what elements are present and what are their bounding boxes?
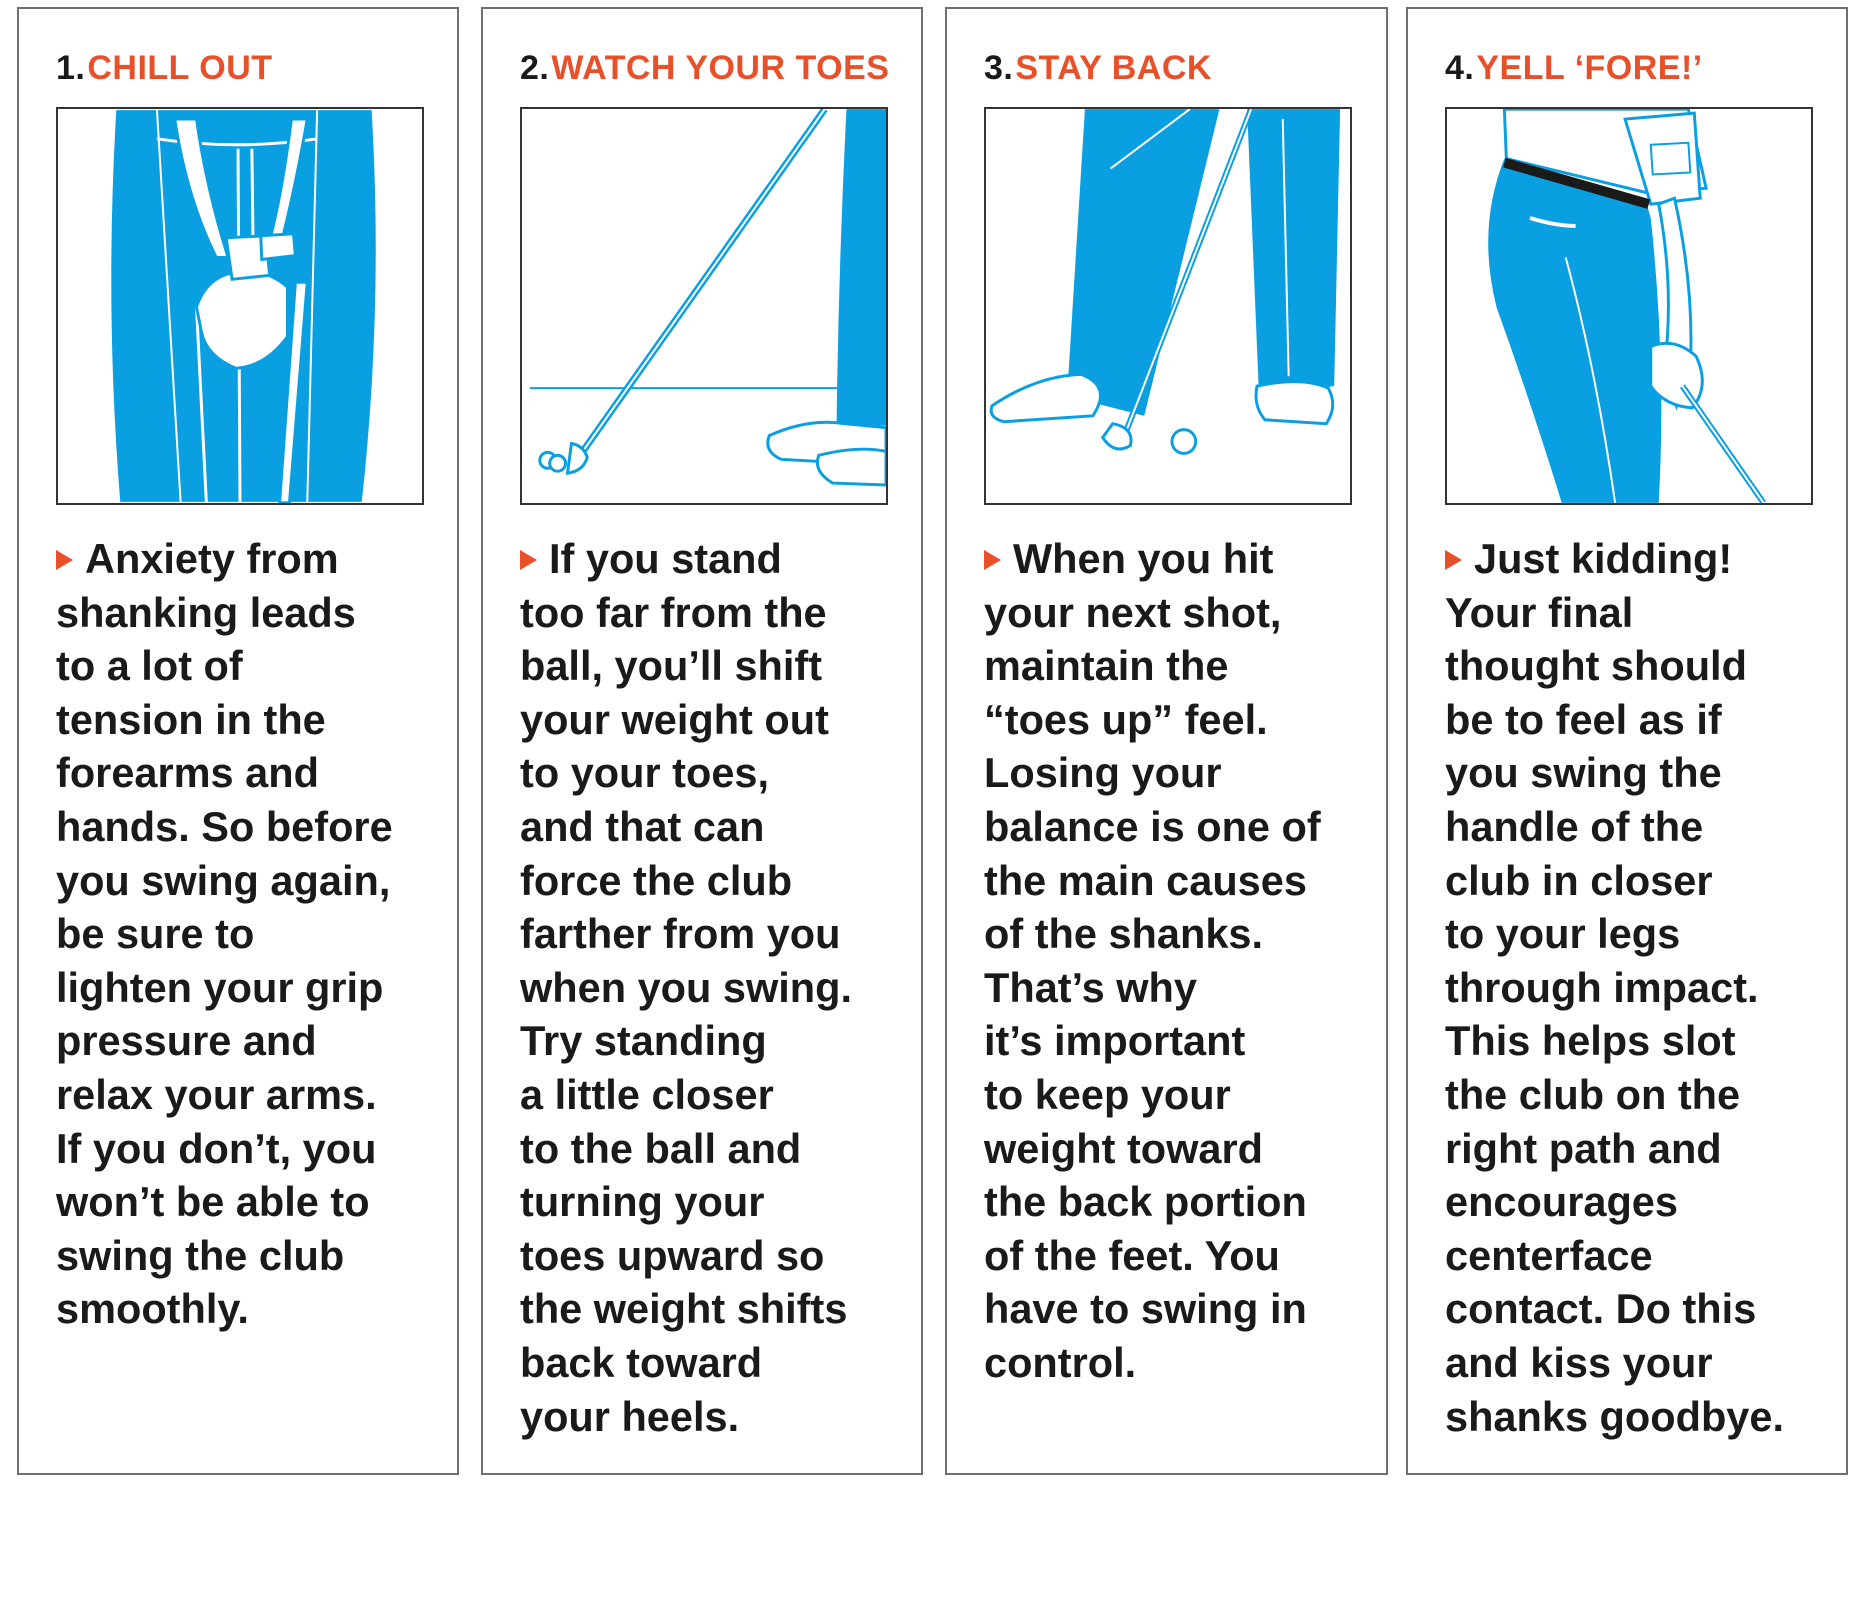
tip-line: of the shanks. xyxy=(984,910,1264,958)
tip-panel-yell-fore xyxy=(1406,7,1848,1475)
tip-line: handle of the xyxy=(1445,802,1704,850)
tip-line: Your final xyxy=(1445,588,1634,636)
tip-line: “toes up” feel. xyxy=(984,695,1268,743)
tip-line: Losing your xyxy=(984,749,1222,797)
tip-line: to keep your xyxy=(984,1070,1231,1118)
tip-body xyxy=(520,532,900,1443)
golfer-side-view-icon xyxy=(1445,107,1813,505)
tip-line: Anxiety from xyxy=(85,535,339,582)
tip-line: it’s important xyxy=(984,1017,1246,1065)
tip-number: 2. xyxy=(520,49,550,87)
tip-line: hands. So before xyxy=(56,802,393,850)
tip-line: the back portion xyxy=(984,1178,1307,1226)
tip-body xyxy=(56,532,436,1336)
tip-line: and kiss your xyxy=(1445,1338,1713,1386)
tip-line: back toward xyxy=(520,1338,763,1386)
tip-line: you swing the xyxy=(1445,749,1722,797)
tip-line: weight toward xyxy=(984,1124,1263,1172)
tip-line: to your legs xyxy=(1445,910,1681,958)
panel-heading xyxy=(1445,49,1703,88)
tip-line: forearms and xyxy=(56,749,319,797)
tip-line: shanks goodbye. xyxy=(1445,1392,1784,1440)
tip-line: your next shot, xyxy=(984,588,1282,636)
tip-title: WATCH YOUR TOES xyxy=(551,49,890,87)
tip-line: farther from you xyxy=(520,910,841,958)
tip-line: Just kidding! xyxy=(1474,535,1733,582)
tip-panel-watch-your-toes xyxy=(481,7,923,1475)
panel-heading xyxy=(520,49,889,88)
tip-line: centerface xyxy=(1445,1231,1653,1279)
tip-line: you swing again, xyxy=(56,856,391,904)
legs-stance-club-ball-icon xyxy=(984,107,1352,505)
tip-line: toes upward so xyxy=(520,1231,825,1279)
tip-line: tension in the xyxy=(56,695,326,743)
tip-line: through impact. xyxy=(1445,963,1759,1011)
tip-line: and that can xyxy=(520,802,765,850)
bullet-arrow-icon xyxy=(520,550,537,570)
hands-gripping-club-icon xyxy=(56,107,424,505)
tip-line: your weight out xyxy=(520,695,829,743)
tip-line: turning your xyxy=(520,1178,765,1226)
tip-line: If you stand xyxy=(549,535,782,582)
tip-line: When you hit xyxy=(1013,535,1274,582)
tip-number: 1. xyxy=(56,49,86,87)
tip-line: thought should xyxy=(1445,642,1747,690)
tip-line: the weight shifts xyxy=(520,1285,848,1333)
tip-line: lighten your grip xyxy=(56,963,384,1011)
tip-line: control. xyxy=(984,1338,1137,1386)
tip-line: That’s why xyxy=(984,963,1197,1011)
tip-line: right path and xyxy=(1445,1124,1722,1172)
tip-line: too far from the xyxy=(520,588,827,636)
tip-line: swing the club xyxy=(56,1231,345,1279)
tip-line: contact. Do this xyxy=(1445,1285,1757,1333)
tip-line: balance is one of xyxy=(984,802,1321,850)
tip-line: your heels. xyxy=(520,1392,740,1440)
tip-line: of the feet. You xyxy=(984,1231,1280,1279)
tip-line: This helps slot xyxy=(1445,1017,1736,1065)
club-reaching-ball-icon xyxy=(520,107,888,505)
tip-title: YELL ‘FORE!’ xyxy=(1476,49,1703,87)
tip-line: to a lot of xyxy=(56,642,243,690)
tip-body xyxy=(984,532,1364,1390)
tip-line: be to feel as if xyxy=(1445,695,1722,743)
tip-number: 4. xyxy=(1445,49,1475,87)
tip-number: 3. xyxy=(984,49,1014,87)
tip-line: to the ball and xyxy=(520,1124,802,1172)
tip-line: If you don’t, you xyxy=(56,1124,377,1172)
tip-line: to your toes, xyxy=(520,749,770,797)
tip-line: when you swing. xyxy=(520,963,853,1011)
tip-line: relax your arms. xyxy=(56,1070,377,1118)
tip-panel-stay-back xyxy=(945,7,1388,1475)
tip-line: shanking leads xyxy=(56,588,356,636)
tip-line: the club on the xyxy=(1445,1070,1741,1118)
panel-heading xyxy=(984,49,1212,88)
tip-body xyxy=(1445,532,1825,1443)
tip-line: smoothly. xyxy=(56,1285,249,1333)
tip-line: won’t be able to xyxy=(56,1178,370,1226)
tip-title: STAY BACK xyxy=(1015,49,1212,87)
bullet-arrow-icon xyxy=(984,550,1001,570)
tip-line: have to swing in xyxy=(984,1285,1307,1333)
panel-heading xyxy=(56,49,273,88)
tip-line: Try standing xyxy=(520,1017,767,1065)
tip-line: the main causes xyxy=(984,856,1307,904)
tip-panel-chill-out xyxy=(17,7,459,1475)
tip-line: a little closer xyxy=(520,1070,774,1118)
tip-line: pressure and xyxy=(56,1017,317,1065)
bullet-arrow-icon xyxy=(1445,550,1462,570)
tip-line: be sure to xyxy=(56,910,255,958)
bullet-arrow-icon xyxy=(56,550,73,570)
tip-line: club in closer xyxy=(1445,856,1713,904)
tip-line: maintain the xyxy=(984,642,1229,690)
tip-line: force the club xyxy=(520,856,793,904)
tip-line: encourages xyxy=(1445,1178,1678,1226)
tip-title: CHILL OUT xyxy=(87,49,273,87)
tip-line: ball, you’ll shift xyxy=(520,642,823,690)
